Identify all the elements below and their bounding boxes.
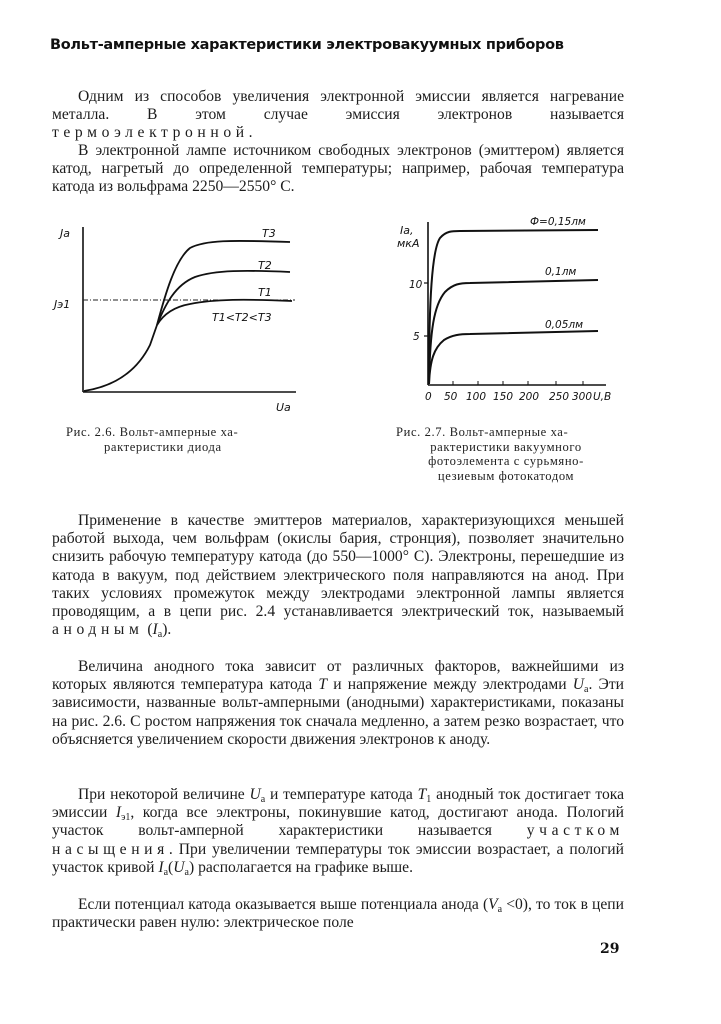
curve-label-T1: T1 (258, 286, 272, 299)
x-axis-label: U,B (593, 391, 612, 403)
y-axis-label: Jа (60, 227, 70, 240)
subscript: а (497, 904, 503, 915)
x-axis-label: Uа (276, 401, 291, 414)
paragraph-text: и температуре катода (265, 786, 418, 803)
curve-label-T2: T2 (258, 259, 272, 272)
paragraph-text: ( (143, 621, 153, 639)
y-axis-label-symbol: Iа, (400, 224, 414, 237)
photocell-iv-chart (360, 210, 620, 420)
symbol-I: I (152, 621, 158, 639)
caption-continuation: рактеристики диода (104, 439, 222, 454)
curve-0-15-lm (429, 230, 598, 384)
paragraph-text: и напряжение между электродами (327, 676, 573, 694)
paragraph-text: Одним из способов увеличения электронной эмиссии является нагревание металла. В этом случае эмиссия электронов называется (52, 88, 624, 124)
y-axis-label-unit: мкА (397, 237, 420, 250)
x-tick-100: 100 (466, 391, 487, 403)
symbol-V: V (488, 896, 498, 913)
paragraph-text: Величина анодного тока зависит от различных факторов, важнейшими из которых являются температура катода (52, 658, 624, 694)
x-tick-50: 50 (444, 391, 458, 403)
symbol-I: I (115, 804, 122, 822)
curve-common (84, 325, 157, 391)
paragraph-5: При некоторой величине $U_а$ и температуре катода $T_1$ анодный ток достигает тока эмиссии $I_{э1}$, когда все электроны, покинувшие катод, достигают анода. Пологий участок вольт-амперной характеристики называется участком насыщения. При увеличении температуры ток эмиссии возрастает, а пологий участок кривой $I_а(U_а)$ располагается на графике выше. (52, 786, 624, 878)
paragraph-text: В электронной лампе источником свободных электронов (эмиттером) является катод, нагретый до определенной температуры; например, рабочая температура катода из вольфрама 2250—2550° С. (52, 142, 624, 196)
paragraph-text: анодный ток достигает тока эмиссии (52, 786, 624, 822)
paragraph-6 (52, 896, 624, 932)
subscript: а (157, 629, 163, 641)
emphasized-term: участком насыщения (52, 822, 624, 858)
caption-fig-2-7 (396, 425, 606, 483)
subscript: э1 (121, 812, 131, 824)
paragraph-text: При некоторой величине (78, 786, 250, 803)
emphasized-term: термоэлектронной (52, 124, 249, 142)
x-tick-150: 150 (493, 391, 514, 403)
caption-fig-2-6 (66, 425, 276, 454)
caption-lead: Рис. 2.7. Вольт-амперные ха- (396, 425, 569, 439)
paragraph-text: располагается на графике выше. (194, 858, 413, 876)
paragraph-text: <0), то ток в цепи практически равен нулю: электрическое поле (52, 896, 624, 932)
x-tick-0: 0 (425, 391, 432, 403)
symbol-U: U (572, 676, 585, 694)
subscript: а (184, 866, 189, 878)
paragraph-text: . Эти зависимости, названные вольт-амперными (анодными) характеристиками, показаны на рис. 2.6. С ростом напряжения ток сначала медленно, а затем резко возрастает, что объясняется увеличением скорости движения электронов к аноду. (52, 676, 624, 748)
x-tick-300: 300 (572, 391, 593, 403)
emphasized-term: анодным (52, 621, 144, 639)
diode-iv-chart (40, 215, 320, 415)
caption-lead: Рис. 2.6. Вольт-амперные ха- (66, 425, 239, 439)
paragraph-text: . При увеличении температуры ток эмиссии возрастает, а пологий участок кривой (52, 840, 624, 876)
section-title: Вольт-амперные характеристики электровакуумных приборов (50, 37, 564, 53)
paragraph-1 (52, 88, 624, 143)
temperature-inequality: T1<T2<T3 (212, 311, 272, 324)
paragraph-text: ). (162, 621, 172, 639)
curve-label-0-1: 0,1лм (545, 266, 577, 278)
figure-2-7 (360, 210, 620, 420)
symbol-T: T (417, 786, 427, 803)
subscript: а (163, 866, 169, 878)
paragraph-text: Применение в качестве эмиттеров материалов, характеризующихся меньшей работой выхода, чем вольфрам (окислы бария, стронция), позволяет значительно снизить рабочую температуру катода (до 550—1000° С). Электроны, перешедшие из катода в вакуум, под действием электрического поля направляются на анод. При таких условиях промежуток между электродами электронной лампы является проводящим, а в цепи рис. 2.4 устанавливается электрический ток, называемый (52, 512, 624, 621)
subscript: а (584, 684, 589, 696)
paragraph-3 (52, 512, 624, 639)
symbol-I: I (158, 858, 164, 876)
subscript: а (260, 794, 266, 805)
figure-2-6 (40, 215, 320, 415)
symbol-U: U (173, 858, 185, 876)
paragraph-text: , когда все электроны, покинувшие катод, достигают анода. Пологий участок вольт-амперной характеристики называется (52, 804, 624, 840)
y-tick-5: 5 (413, 331, 420, 343)
curve-label-0-05: 0,05лм (545, 319, 584, 331)
emission-label: Jэ1 (54, 298, 71, 311)
y-tick-10: 10 (409, 279, 423, 291)
paragraph-text: Если потенциал катода оказывается выше потенциала анода ( (78, 896, 489, 913)
symbol-T: T (318, 676, 328, 694)
page-number: 29 (600, 941, 620, 957)
curve-label-0-15: Ф=0,15лм (530, 216, 586, 228)
caption-continuation: рактеристики вакуумного фотоэлемента с сурьмяно-цезиевым фотокатодом (428, 439, 584, 483)
paragraph-4 (52, 658, 624, 749)
x-tick-200: 200 (519, 391, 540, 403)
curve-label-T3: T3 (262, 227, 276, 240)
symbol-U: U (249, 786, 261, 803)
x-tick-250: 250 (549, 391, 570, 403)
subscript: 1 (426, 794, 432, 805)
paragraph-2 (52, 142, 624, 197)
curve-0-05-lm (429, 331, 598, 384)
paragraph-text: . (248, 124, 253, 142)
